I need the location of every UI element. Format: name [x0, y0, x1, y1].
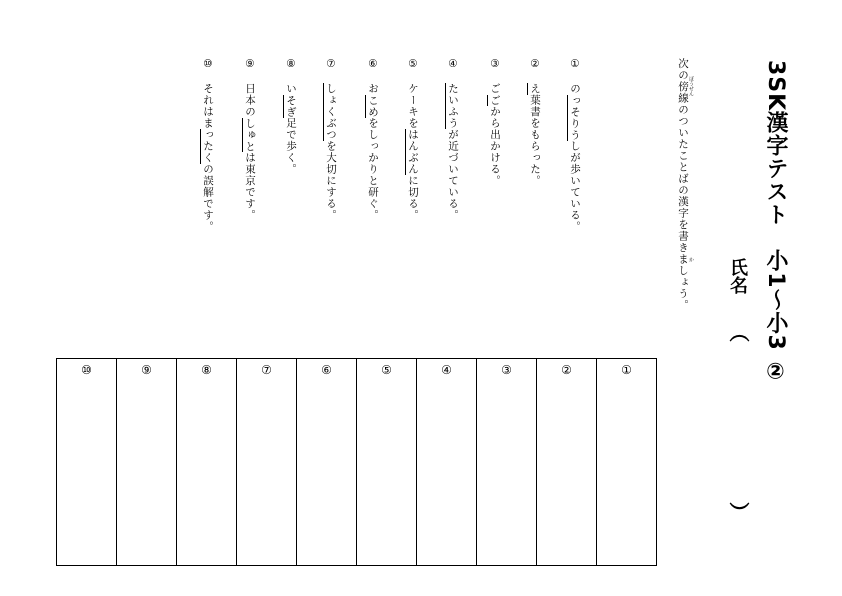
question-number: ④ — [447, 58, 459, 71]
question-number: ⑥ — [367, 58, 379, 71]
question-10: ⑩それはまったくの誤解です。 — [202, 58, 214, 233]
question-4: ④たいふうが近づいている。 — [447, 58, 459, 221]
underlined-word: はんぶん — [407, 129, 419, 175]
ruby-ka: か — [688, 257, 694, 262]
underlined-word: しょくぶつ — [325, 83, 337, 141]
question-3: ③ごごから出かける。 — [489, 58, 501, 187]
answer-box-number: ② — [561, 363, 572, 377]
underlined-word: こめ — [367, 94, 379, 118]
name-paren-close: ） — [726, 502, 750, 522]
answer-box-10[interactable] — [57, 359, 117, 566]
answer-box-number: ④ — [441, 363, 452, 377]
underlined-word: そぎ — [285, 94, 297, 118]
question-9: ⑨日本のしゅとは東京です。 — [244, 58, 256, 221]
question-7: ⑦しょくぶつを大切にする。 — [325, 58, 337, 221]
question-5: ⑤ケーキをはんぶんに切る。 — [407, 58, 419, 221]
underlined-word: ったく — [202, 129, 214, 164]
question-6: ⑥おこめをしっかりと研ぐ。 — [367, 58, 379, 221]
underlined-word: ご — [489, 94, 501, 106]
answer-box-number: ① — [621, 363, 632, 377]
question-8: ⑧いそぎ足で歩く。 — [285, 58, 297, 175]
instruction-text: 次の傍線のついたことばの漢字を書きましょう。 — [677, 58, 689, 311]
question-number: ⑩ — [202, 58, 214, 71]
name-paren-open: （ — [726, 322, 750, 342]
question-2: ②え葉書をもらった。 — [529, 58, 541, 187]
answer-box-8[interactable] — [177, 359, 237, 566]
answer-box-4[interactable] — [417, 359, 477, 566]
underlined-word: っそりう — [569, 94, 581, 141]
question-number: ⑨ — [244, 58, 256, 71]
answer-box-1[interactable] — [597, 359, 657, 566]
answer-box-number: ⑤ — [381, 363, 392, 377]
underlined-word: しゅと — [244, 117, 256, 152]
answer-box-number: ③ — [501, 363, 512, 377]
answer-box-2[interactable] — [537, 359, 597, 566]
underlined-word: たいふう — [447, 83, 459, 129]
name-label: 氏名 — [727, 258, 748, 294]
answer-box-number: ⑨ — [141, 363, 152, 377]
answer-box-number: ⑦ — [261, 363, 272, 377]
question-number: ② — [529, 58, 541, 71]
question-number: ① — [569, 58, 581, 71]
underlined-word: え — [529, 83, 541, 95]
question-number: ⑤ — [407, 58, 419, 71]
answer-box-3[interactable] — [477, 359, 537, 566]
answer-box-9[interactable] — [117, 359, 177, 566]
question-1: ①のっそりうしが歩いている。 — [569, 58, 581, 233]
answer-box-number: ⑩ — [81, 363, 92, 377]
page-title: 3SK漢字テスト 小1〜小3 ② — [763, 60, 788, 386]
answer-box-number: ⑥ — [321, 363, 332, 377]
ruby-bousen: ぼうせん — [688, 76, 694, 96]
answer-box-5[interactable] — [357, 359, 417, 566]
answer-box-7[interactable] — [237, 359, 297, 566]
answer-grid — [56, 358, 657, 566]
question-number: ③ — [489, 58, 501, 71]
question-number: ⑧ — [285, 58, 297, 71]
answer-box-number: ⑧ — [201, 363, 212, 377]
answer-box-6[interactable] — [297, 359, 357, 566]
question-number: ⑦ — [325, 58, 337, 71]
